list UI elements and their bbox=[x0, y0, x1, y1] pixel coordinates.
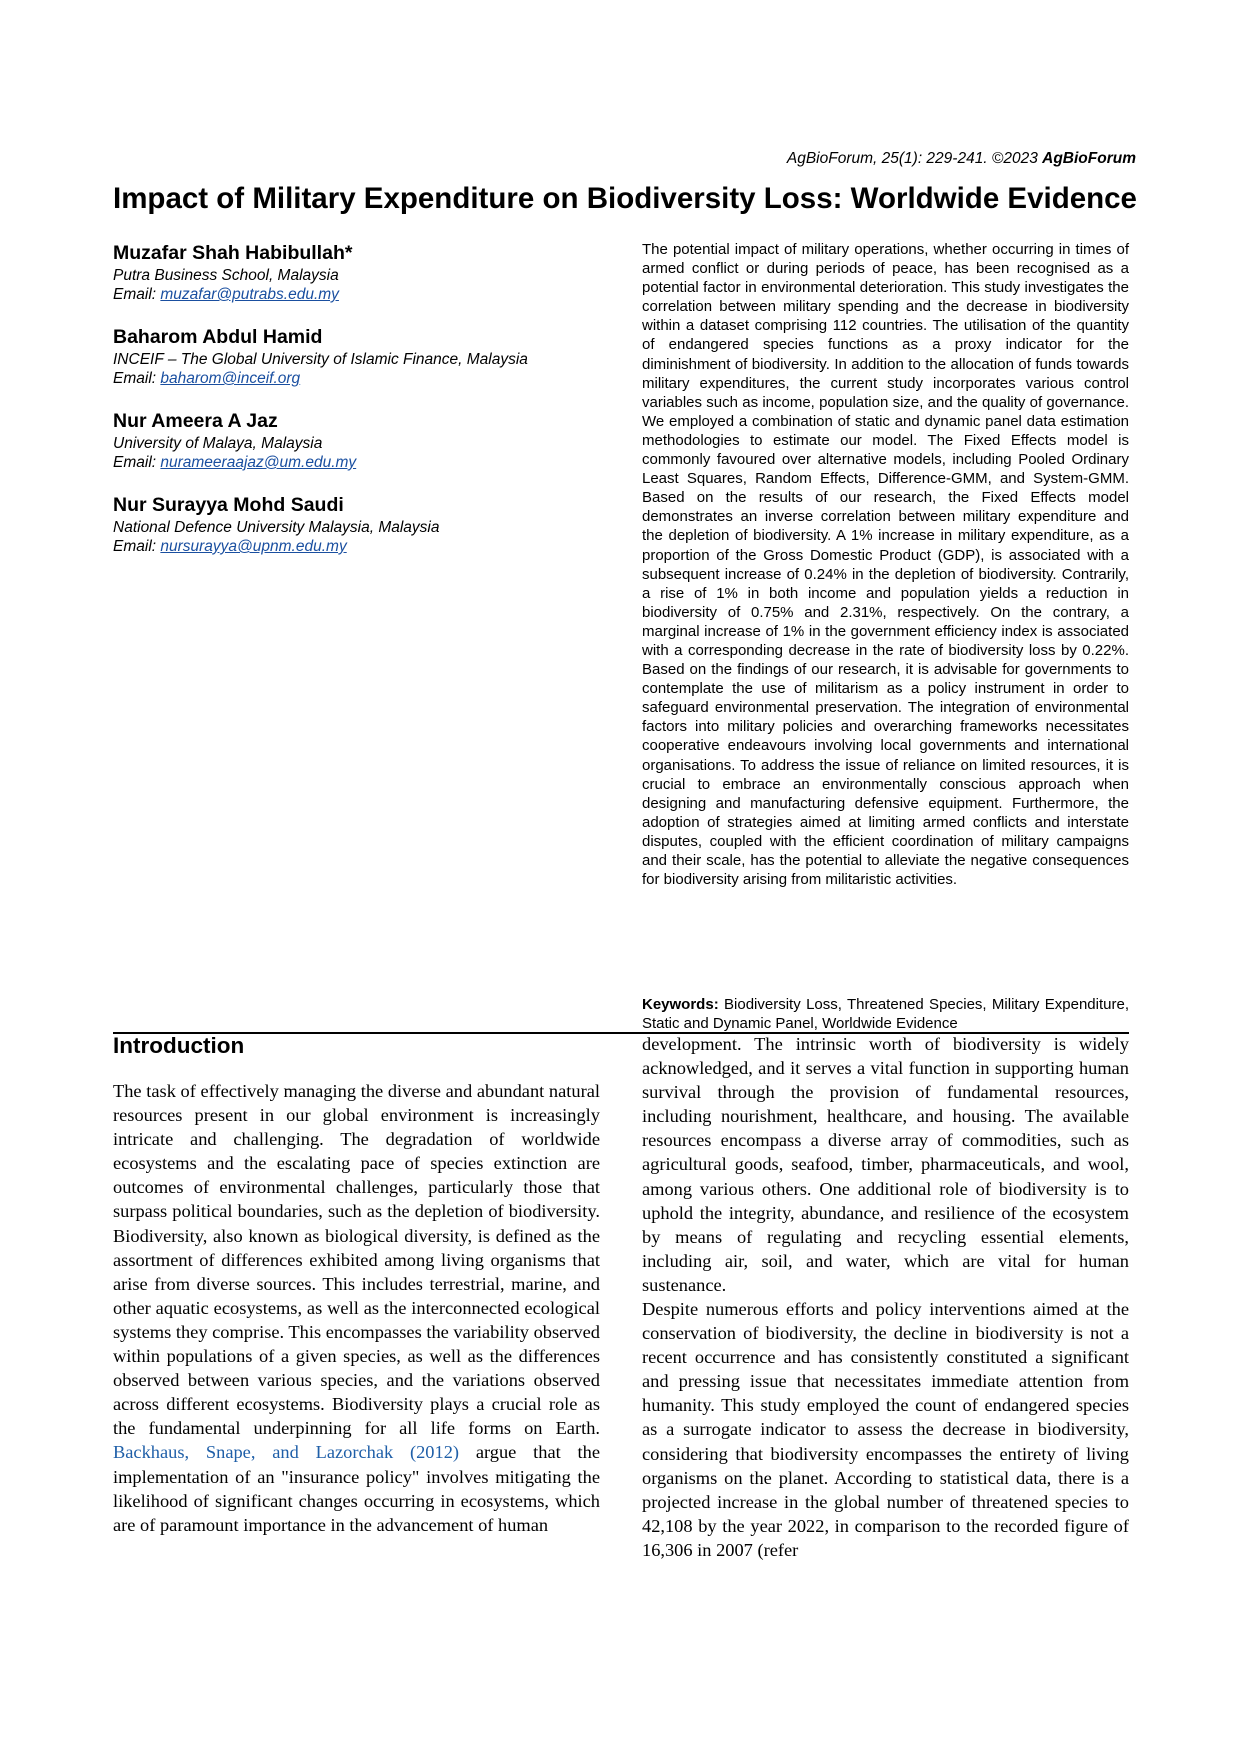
author-email-link[interactable]: nurameeraajaz@um.edu.my bbox=[160, 454, 357, 471]
author-email bbox=[113, 537, 633, 556]
author-affiliation: National Defence University Malaysia, Malaysia bbox=[113, 519, 440, 536]
paper-title: Impact of Military Expenditure on Biodiversity Loss: Worldwide Evidence bbox=[113, 182, 1137, 215]
author-name: Nur Ameera A Jaz bbox=[113, 410, 278, 432]
email-label: Email: bbox=[113, 454, 161, 471]
author-list bbox=[113, 240, 633, 576]
author-name: Nur Surayya Mohd Saudi bbox=[113, 494, 344, 516]
author-name: Muzafar Shah Habibullah* bbox=[113, 242, 353, 264]
author-block bbox=[113, 492, 633, 556]
introduction-right-paragraph-2: Despite numerous efforts and policy interventions aimed at the conservation of biodiversity, the decline in biodiversity is not a recent occurrence and has consistently constituted a significant and pressing issue that necessitates immediate attention from humanity. This study employed the count of endangered species as a surrogate indicator to assess the decrease in biodiversity, considering that biodiversity encompasses the entirety of living organisms on the planet. According to statistical data, there is a projected increase in the global number of threatened species to 42,108 by the year 2022, in comparison to the recorded figure of 16,306 in 2007 (refer bbox=[642, 1299, 1129, 1560]
journal-name: AgBioForum bbox=[1042, 150, 1136, 167]
keywords-label: Keywords: bbox=[642, 996, 719, 1013]
keywords-list: Biodiversity Loss, Threatened Species, Military Expenditure, Static and Dynamic Panel, Worldwide Evidence bbox=[642, 996, 1129, 1032]
author-block bbox=[113, 324, 633, 388]
author-affiliation: Putra Business School, Malaysia bbox=[113, 267, 339, 284]
author-email-link[interactable]: nursurayya@upnm.edu.my bbox=[160, 538, 347, 555]
intro-text-continued: argue that the implementation of an "insurance policy" involves mitigating the likelihood of significant changes occurring in ecosystems, which are of paramount importance in the advancement of human bbox=[113, 1442, 600, 1535]
introduction-right-paragraph-1: development. The intrinsic worth of biodiversity is widely acknowledged, and it serves a vital function in supporting human survival through the provision of fundamental resources, including nourishment, healthcare, and housing. The available resources encompass a diverse array of commodities, such as agricultural goods, seafood, timber, pharmaceuticals, and wool, among various others. One additional role of biodiversity is to uphold the integrity, abundance, and resilience of the ecosystem by means of regulating and recycling essential elements, including air, soil, and water, which are vital for human sustenance. bbox=[642, 1034, 1129, 1295]
author-block bbox=[113, 408, 633, 472]
journal-citation-text: AgBioForum, 25(1): 229-241. ©2023 bbox=[786, 150, 1043, 167]
journal-citation-header bbox=[787, 150, 1136, 168]
abstract-text: The potential impact of military operations, whether occurring in times of armed conflict or during periods of peace, has been recognised as a potential factor in environmental deterioration. This study investigates the correlation between military spending and the decrease in biodiversity within a dataset comprising 112 countries. The utilisation of the quantity of endangered species functions as a proxy indicator for the diminishment of biodiversity. In addition to the allocation of funds towards military expenditures, the current study incorporates various control variables such as income, population size, and the quality of governance. We employed a combination of static and dynamic panel data estimation methodologies to estimate our model. The Fixed Effects model is commonly favoured over alternative models, including Pooled Ordinary Least Squares, Random Effects, Difference-GMM, and System-GMM. Based on the results of our research, the Fixed Effects model demonstrates an inverse correlation between military expenditure and the depletion of biodiversity. A 1% increase in military expenditure, as a proportion of the Gross Domestic Product (GDP), is associated with a subsequent increase of 0.24% in the depletion of biodiversity. Contrarily, a rise of 1% in both income and population yields a reduction in biodiversity of 0.75% and 2.31%, respectively. On the contrary, a marginal increase of 1% in the government efficiency index is associated with a corresponding decrease in the rate of biodiversity loss by 0.22%. Based on the findings of our research, it is advisable for governments to contemplate the use of militarism as a policy instrument in order to safeguard environmental preservation. The integration of environmental factors into military policies and overarching frameworks necessitates cooperative endeavours involving local governments and international organisations. To address the issue of reliance on limited resources, it is crucial to embrace an environmentally conscious approach when designing and manufacturing defensive equipment. Furthermore, the adoption of strategies aimed at limiting armed conflicts and interstate disputes, coupled with the efficient coordination of military campaigns and their scale, has the potential to alleviate the negative consequences for biodiversity arising from militaristic activities. bbox=[642, 241, 1129, 889]
author-name: Baharom Abdul Hamid bbox=[113, 326, 323, 348]
author-email bbox=[113, 453, 633, 472]
author-email-link[interactable]: muzafar@putrabs.edu.my bbox=[160, 286, 339, 303]
email-label: Email: bbox=[113, 370, 161, 387]
introduction-heading: Introduction bbox=[113, 1033, 245, 1058]
author-email bbox=[113, 369, 633, 388]
author-email bbox=[113, 285, 633, 304]
author-email-link[interactable]: baharom@inceif.org bbox=[160, 370, 301, 387]
author-affiliation: University of Malaya, Malaysia bbox=[113, 435, 323, 452]
author-affiliation: INCEIF – The Global University of Islamic Finance, Malaysia bbox=[113, 351, 528, 368]
email-label: Email: bbox=[113, 538, 161, 555]
intro-text: The task of effectively managing the diverse and abundant natural resources present in our global environment is increasingly intricate and challenging. The degradation of worldwide ecosystems and the escalating pace of species extinction are outcomes of environmental challenges, particularly those that surpass political boundaries, such as the depletion of biodiversity. Biodiversity, also known as biological diversity, is defined as the assortment of differences exhibited among living organisms that arise from diverse sources. This includes terrestrial, marine, and other aquatic ecosystems, as well as the interconnected ecological systems they comprise. This encompasses the variability observed within populations of a given species, as well as the differences observed between various species, and the variations observed across different ecosystems. Biodiversity plays a crucial role as the fundamental underpinning for all life forms on Earth. bbox=[113, 1081, 600, 1439]
keywords bbox=[642, 995, 1129, 1033]
author-block bbox=[113, 240, 633, 304]
introduction-left-column bbox=[113, 1079, 600, 1537]
citation-link[interactable]: Backhaus, Snape, and Lazorchak (2012) bbox=[113, 1442, 460, 1463]
email-label: Email: bbox=[113, 286, 161, 303]
